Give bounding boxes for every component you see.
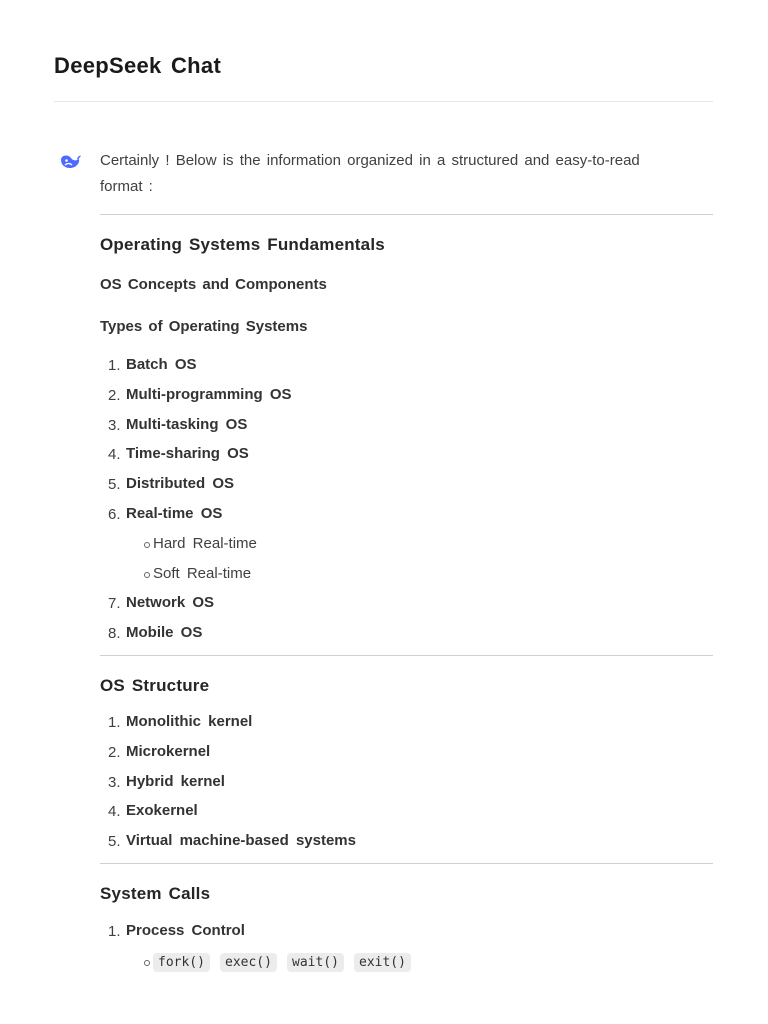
list-item: 3. Multi-tasking OS <box>108 415 248 434</box>
code-snippet: fork() <box>153 953 210 972</box>
types-heading: Types of Operating Systems <box>100 318 308 335</box>
code-snippet: exec() <box>220 953 277 972</box>
sub-list-item <box>100 950 713 974</box>
syscalls-list <box>100 920 713 950</box>
code-snippet: wait() <box>287 953 344 972</box>
structure-heading: OS Structure <box>100 675 210 695</box>
bullet-icon <box>144 960 150 966</box>
assistant-message <box>100 148 713 974</box>
list-item: 2. Multi-programming OS <box>108 385 292 404</box>
os-types-list-continued <box>100 592 713 652</box>
header <box>54 0 713 102</box>
list-item: 4. Exokernel <box>108 802 198 821</box>
app-title: DeepSeek Chat <box>54 53 222 78</box>
concepts-heading: OS Concepts and Components <box>100 276 327 293</box>
list-item: 5. Distributed OS <box>108 475 235 494</box>
list-item: 1. Batch OS <box>108 356 197 374</box>
list-item: 1. Process Control <box>108 921 245 940</box>
sub-list-item: Hard Real-time <box>100 533 713 563</box>
bullet-icon <box>144 542 150 548</box>
list-item: 5. Virtual machine-based systems <box>108 832 356 851</box>
code-snippet: exit() <box>354 953 411 972</box>
deepseek-whale-icon <box>58 150 82 174</box>
list-item: 6. Real-time OS <box>108 504 223 523</box>
list-item: 7. Network OS <box>108 594 215 613</box>
list-item: 2. Microkernel <box>108 742 211 761</box>
bullet-icon <box>144 572 150 578</box>
message-intro: Certainly ! Below is the information organized in a structured and easy-to-read format : <box>100 152 640 195</box>
os-structure-list <box>100 711 713 860</box>
list-item: 1. Monolithic kernel <box>108 712 253 731</box>
list-item: 4. Time-sharing OS <box>108 445 249 464</box>
syscalls-heading: System Calls <box>100 883 211 903</box>
section-title: Operating Systems Fundamentals <box>100 235 385 254</box>
list-item: 3. Hybrid kernel <box>108 772 225 791</box>
os-types-list <box>100 354 713 533</box>
list-item: 8. Mobile OS <box>108 624 203 643</box>
sub-list-item: Soft Real-time <box>100 563 713 593</box>
